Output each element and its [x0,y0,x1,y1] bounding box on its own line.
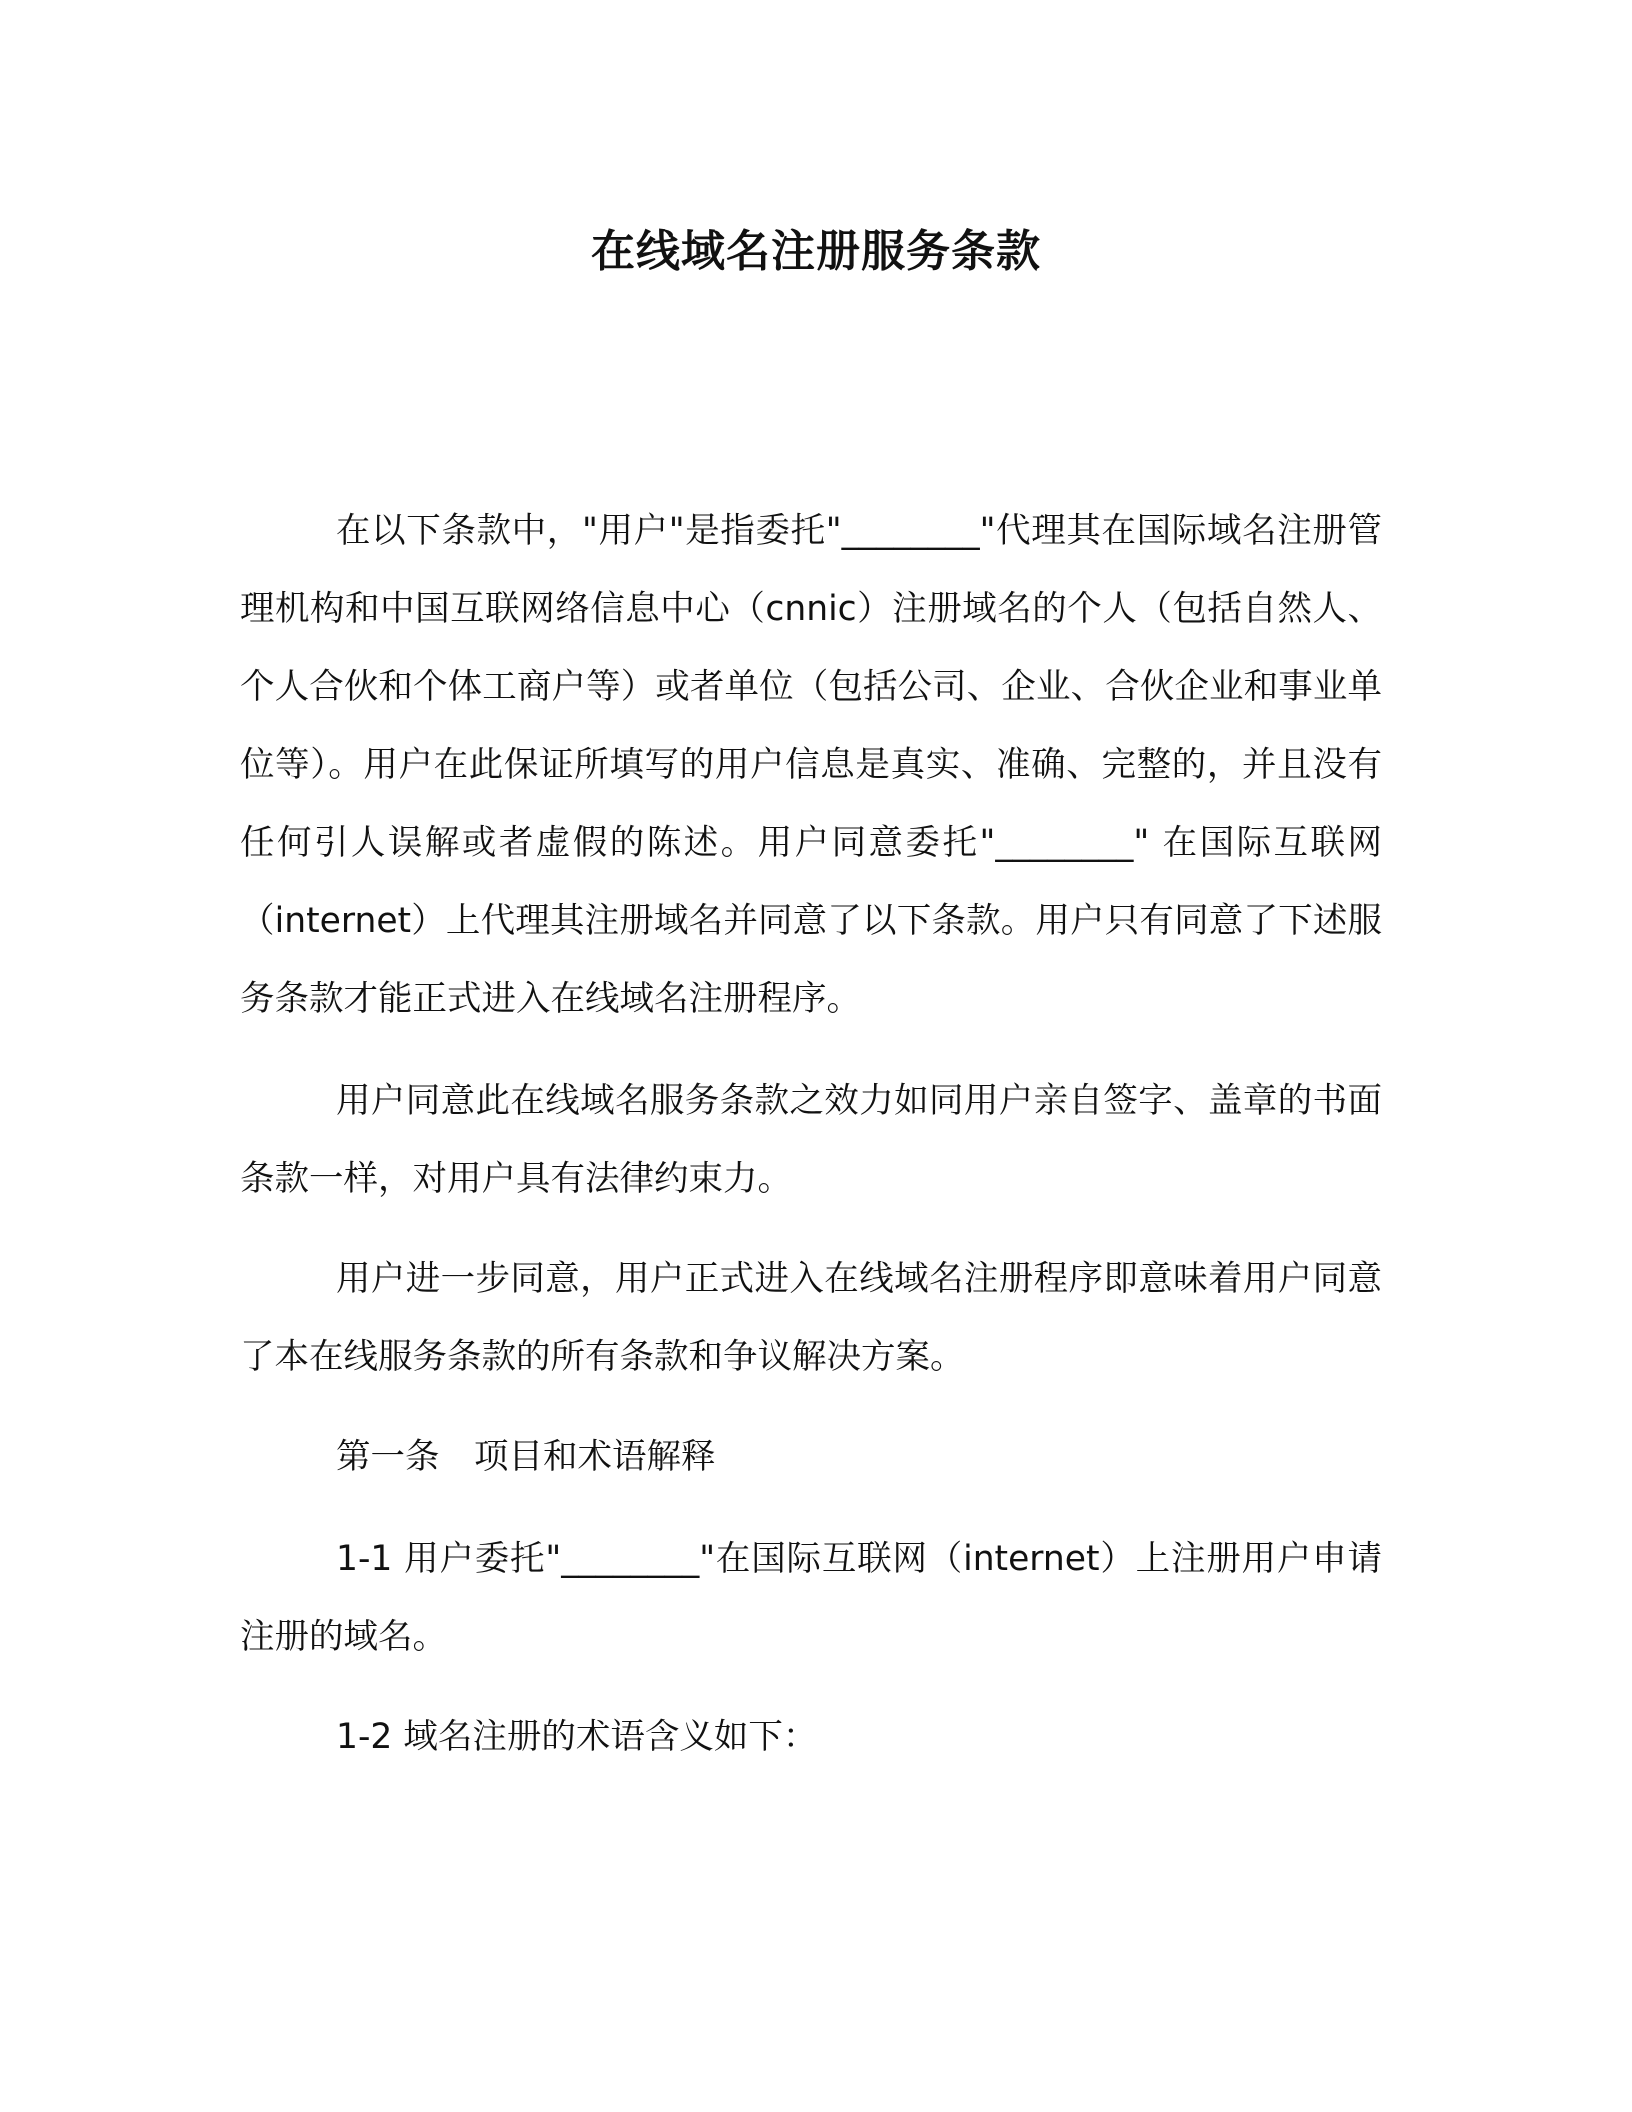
document-title: 在线域名注册服务条款 [591,226,1041,277]
document-body [240,492,1382,1798]
paragraph-agreement: 用户进一步同意，用户正式进入在线域名注册程序即意味着用户同意了本在线服务条款的所有条款和争议解决方案。 [240,1259,1382,1377]
section-heading: 第一条 项目和术语解释 [336,1437,716,1477]
clause-1-1: 1-1 用户委托"________"在国际互联网（internet）上注册用户申请注册的域名。 [240,1539,1382,1657]
paragraph-definition: 在以下条款中，"用户"是指委托"________"代理其在国际域名注册管理机构和中国互联网络信息中心（cnnic）注册域名的个人（包括自然人、个人合伙和个体工商户等）或者单位（包括公司、企业、合伙企业和事业单位等）。用户在此保证所填写的用户信息是真实、准确、完整的，并且没有任何引人误解或者虚假的陈述。用户同意委托"________" 在国际互联网（internet）上代理其注册域名并同意了以下条款。用户只有同意了下述服务条款才能正式进入在线域名注册程序。 [240,511,1382,1019]
paragraph-legal-effect: 用户同意此在线域名服务条款之效力如同用户亲自签字、盖章的书面条款一样，对用户具有法律约束力。 [240,1081,1382,1199]
clause-1-2: 1-2 域名注册的术语含义如下： [336,1717,818,1757]
